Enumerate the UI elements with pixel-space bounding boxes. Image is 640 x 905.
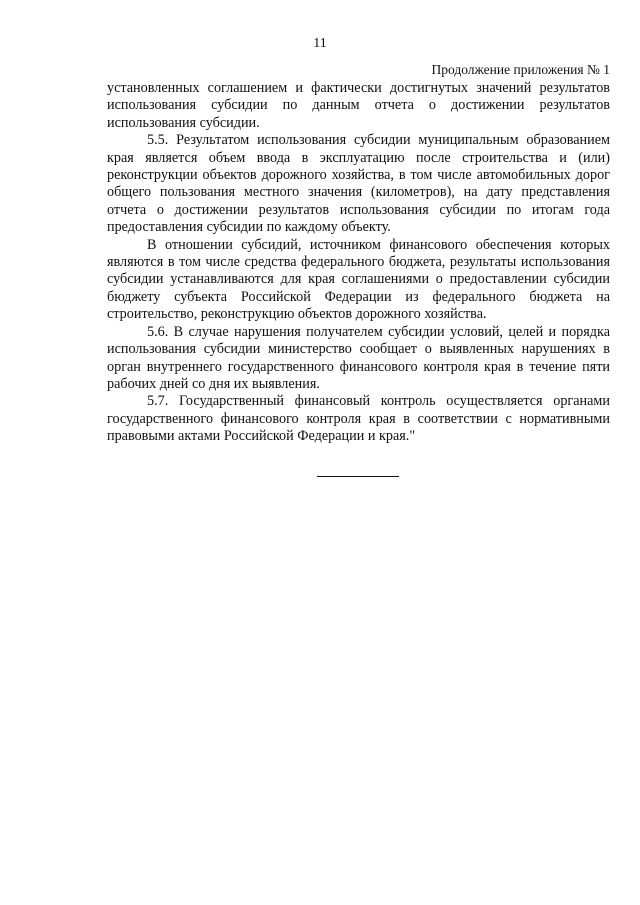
appendix-continuation-note: Продолжение приложения № 1 xyxy=(431,62,610,77)
document-end-rule xyxy=(317,476,399,477)
paragraph-5-6: 5.6. В случае нарушения получателем субсидии условий, целей и порядка использования субсидии министерство сообщает о выявленных нарушениях в орган внутреннего государственного финансового контроля края в течение пяти рабочих дней со дня их выявления. xyxy=(107,323,610,392)
paragraph-federal-subsidies: В отношении субсидий, источником финансового обеспечения которых являются в том числе средства федерального бюджета, результаты использования субсидии устанавливаются для края соглашениями о предоставлении субсидии бюджету субъекта Российской Федерации из федерального бюджета на строительство, реконструкцию объектов дорожного хозяйства. xyxy=(107,236,610,323)
paragraph-5-7: 5.7. Государственный финансовый контроль осуществляется органами государственного финансового контроля края в соответствии с нормативными правовыми актами Российской Федерации и края." xyxy=(107,393,610,445)
document-body xyxy=(107,80,610,446)
paragraph-5-5: 5.5. Результатом использования субсидии муниципальным образованием края является объем ввода в эксплуатацию после строительства и (или) реконструкции объектов дорожного хозяйства, в том числе автомобильных дорог общего пользования местного значения (километров), на дату представления отчета о достижении результатов использования субсидии по итогам года предоставления субсидии по каждому объекту. xyxy=(107,132,610,236)
paragraph-continuation: установленных соглашением и фактически достигнутых значений результатов использования субсидии по данным отчета о достижении результатов использования субсидии. xyxy=(107,80,610,131)
page-number: 11 xyxy=(313,36,327,51)
